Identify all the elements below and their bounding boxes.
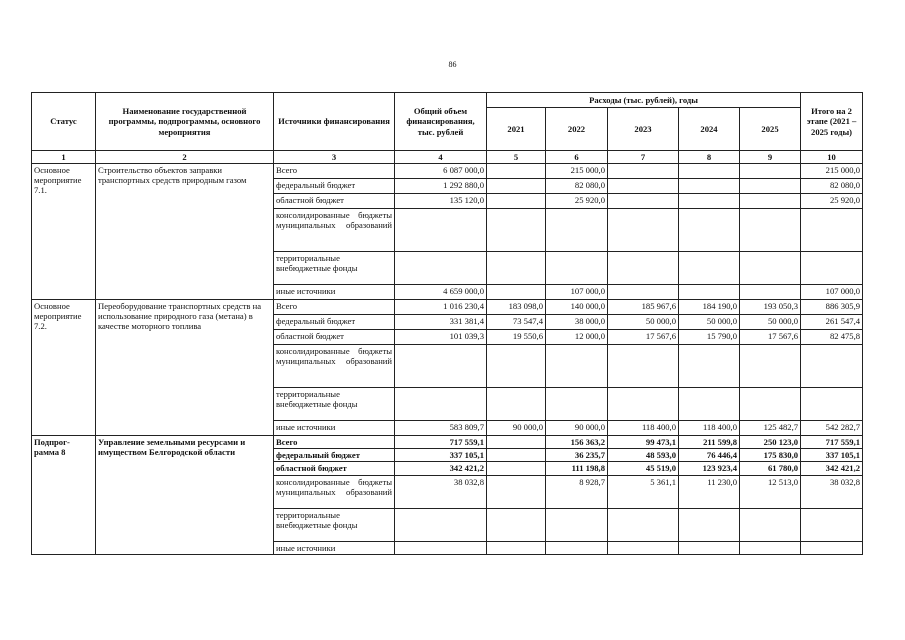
stage-total-value: 717 559,1 <box>801 436 863 449</box>
stage-total-value <box>801 252 863 285</box>
funding-source: консолидированные бюджеты муниципальных образований <box>274 209 395 252</box>
column-number: 2 <box>96 151 274 164</box>
year-value <box>487 194 546 209</box>
header-stage-total: Итого на 2 этапе (2021 – 2025 годы) <box>801 93 863 151</box>
funding-source: иные источники <box>274 541 395 554</box>
funding-source: федеральный бюджет <box>274 449 395 462</box>
stage-total-value: 107 000,0 <box>801 285 863 300</box>
section-name: Управление земельными ресурсами и имуществом Белгородской области <box>96 436 274 555</box>
year-value <box>740 388 801 421</box>
funding-source: иные источники <box>274 285 395 300</box>
total-value: 331 381,4 <box>395 315 487 330</box>
year-value: 61 780,0 <box>740 462 801 475</box>
header-name: Наименование государственной программы, подпрограммы, основного мероприятия <box>96 93 274 151</box>
year-value: 140 000,0 <box>546 300 608 315</box>
year-value <box>608 285 679 300</box>
year-value <box>740 285 801 300</box>
stage-total-value: 38 032,8 <box>801 475 863 508</box>
total-value: 6 087 000,0 <box>395 164 487 179</box>
total-value <box>395 345 487 388</box>
column-number: 9 <box>740 151 801 164</box>
year-value: 211 599,8 <box>679 436 740 449</box>
column-number: 3 <box>274 151 395 164</box>
year-value <box>487 388 546 421</box>
header-year: 2025 <box>740 108 801 151</box>
year-value: 19 550,6 <box>487 330 546 345</box>
year-value: 90 000,0 <box>546 421 608 436</box>
total-value: 135 120,0 <box>395 194 487 209</box>
year-value <box>679 179 740 194</box>
year-value: 45 519,0 <box>608 462 679 475</box>
year-value: 82 080,0 <box>546 179 608 194</box>
funding-source: иные источники <box>274 421 395 436</box>
stage-total-value <box>801 345 863 388</box>
table-row <box>32 164 863 179</box>
year-value <box>608 194 679 209</box>
table-body <box>32 164 863 555</box>
header-source: Источники финансирования <box>274 93 395 151</box>
year-value <box>487 252 546 285</box>
year-value: 123 923,4 <box>679 462 740 475</box>
year-value <box>487 449 546 462</box>
year-value <box>608 345 679 388</box>
year-value <box>679 388 740 421</box>
funding-source: территориальные внебюджетные фонды <box>274 508 395 541</box>
financing-table <box>31 92 863 555</box>
year-value <box>679 164 740 179</box>
year-value <box>546 541 608 554</box>
year-value <box>487 209 546 252</box>
header-year: 2024 <box>679 108 740 151</box>
year-value <box>487 436 546 449</box>
year-value: 38 000,0 <box>546 315 608 330</box>
stage-total-value: 886 305,9 <box>801 300 863 315</box>
funding-source: территориальные внебюджетные фонды <box>274 388 395 421</box>
stage-total-value <box>801 388 863 421</box>
funding-source: Всего <box>274 300 395 315</box>
stage-total-value: 82 080,0 <box>801 179 863 194</box>
year-value: 250 123,0 <box>740 436 801 449</box>
year-value <box>608 388 679 421</box>
total-value: 1 292 880,0 <box>395 179 487 194</box>
year-value <box>740 508 801 541</box>
total-value: 717 559,1 <box>395 436 487 449</box>
year-value: 111 198,8 <box>546 462 608 475</box>
stage-total-value: 542 282,7 <box>801 421 863 436</box>
year-value <box>546 209 608 252</box>
year-value <box>487 462 546 475</box>
funding-source: областной бюджет <box>274 462 395 475</box>
funding-source: областной бюджет <box>274 194 395 209</box>
year-value <box>608 541 679 554</box>
total-value: 342 421,2 <box>395 462 487 475</box>
total-value <box>395 508 487 541</box>
year-value: 99 473,1 <box>608 436 679 449</box>
year-value <box>487 164 546 179</box>
year-value <box>608 209 679 252</box>
year-value <box>740 194 801 209</box>
stage-total-value: 342 421,2 <box>801 462 863 475</box>
total-value: 337 105,1 <box>395 449 487 462</box>
year-value: 36 235,7 <box>546 449 608 462</box>
total-value: 101 039,3 <box>395 330 487 345</box>
total-value: 4 659 000,0 <box>395 285 487 300</box>
year-value: 118 400,0 <box>679 421 740 436</box>
year-value: 73 547,4 <box>487 315 546 330</box>
year-value: 175 830,0 <box>740 449 801 462</box>
page-number: 86 <box>448 60 457 69</box>
year-value: 193 050,3 <box>740 300 801 315</box>
year-value <box>487 541 546 554</box>
year-value: 183 098,0 <box>487 300 546 315</box>
total-value <box>395 252 487 285</box>
column-number: 4 <box>395 151 487 164</box>
year-value <box>679 252 740 285</box>
year-value <box>679 541 740 554</box>
year-value <box>608 164 679 179</box>
section-status: Основное мероприятие 7.1. <box>32 164 96 300</box>
stage-total-value <box>801 209 863 252</box>
total-value: 1 016 230,4 <box>395 300 487 315</box>
year-value <box>487 285 546 300</box>
year-value <box>608 179 679 194</box>
year-value <box>546 508 608 541</box>
year-value: 17 567,6 <box>608 330 679 345</box>
funding-source: федеральный бюджет <box>274 315 395 330</box>
stage-total-value: 261 547,4 <box>801 315 863 330</box>
year-value: 15 790,0 <box>679 330 740 345</box>
year-value: 25 920,0 <box>546 194 608 209</box>
year-value: 118 400,0 <box>608 421 679 436</box>
year-value <box>740 209 801 252</box>
year-value: 50 000,0 <box>740 315 801 330</box>
funding-source: областной бюджет <box>274 330 395 345</box>
year-value <box>740 345 801 388</box>
table-row <box>32 300 863 315</box>
total-value <box>395 388 487 421</box>
year-value <box>546 388 608 421</box>
year-value: 76 446,4 <box>679 449 740 462</box>
column-number: 6 <box>546 151 608 164</box>
section-status: Основное мероприятие 7.2. <box>32 300 96 436</box>
section-name: Строительство объектов заправки транспортных средств природным газом <box>96 164 274 300</box>
year-value: 90 000,0 <box>487 421 546 436</box>
year-value: 50 000,0 <box>608 315 679 330</box>
year-value: 156 363,2 <box>546 436 608 449</box>
year-value <box>608 508 679 541</box>
funding-source: Всего <box>274 164 395 179</box>
year-value: 184 190,0 <box>679 300 740 315</box>
stage-total-value <box>801 508 863 541</box>
stage-total-value: 82 475,8 <box>801 330 863 345</box>
year-value: 8 928,7 <box>546 475 608 508</box>
header-total: Общий объем финансирования, тыс. рублей <box>395 93 487 151</box>
year-value: 215 000,0 <box>546 164 608 179</box>
total-value: 38 032,8 <box>395 475 487 508</box>
year-value <box>679 285 740 300</box>
column-number: 5 <box>487 151 546 164</box>
total-value <box>395 541 487 554</box>
year-value: 48 593,0 <box>608 449 679 462</box>
header-year: 2023 <box>608 108 679 151</box>
total-value: 583 809,7 <box>395 421 487 436</box>
column-number: 8 <box>679 151 740 164</box>
header-expenses: Расходы (тыс. рублей), годы <box>487 93 801 108</box>
year-value <box>608 252 679 285</box>
section-name: Переоборудование транспортных средств на использование природного газа (метана) в качестве моторного топлива <box>96 300 274 436</box>
year-value <box>487 179 546 194</box>
year-value <box>740 252 801 285</box>
header-status: Статус <box>32 93 96 151</box>
year-value: 12 000,0 <box>546 330 608 345</box>
year-value <box>546 345 608 388</box>
header-year: 2021 <box>487 108 546 151</box>
year-value <box>679 209 740 252</box>
column-number: 10 <box>801 151 863 164</box>
year-value <box>487 345 546 388</box>
header-year: 2022 <box>546 108 608 151</box>
year-value <box>487 508 546 541</box>
funding-source: консолидированные бюджеты муниципальных образований <box>274 475 395 508</box>
year-value <box>740 541 801 554</box>
column-number: 7 <box>608 151 679 164</box>
year-value: 125 482,7 <box>740 421 801 436</box>
stage-total-value: 215 000,0 <box>801 164 863 179</box>
year-value: 185 967,6 <box>608 300 679 315</box>
section-status: Подпрог-рамма 8 <box>32 436 96 555</box>
year-value <box>679 508 740 541</box>
year-value: 17 567,6 <box>740 330 801 345</box>
year-value: 5 361,1 <box>608 475 679 508</box>
stage-total-value <box>801 541 863 554</box>
year-value: 50 000,0 <box>679 315 740 330</box>
year-value <box>679 345 740 388</box>
year-value: 12 513,0 <box>740 475 801 508</box>
table-row <box>32 436 863 449</box>
funding-source: федеральный бюджет <box>274 179 395 194</box>
funding-source: консолидированные бюджеты муниципальных образований <box>274 345 395 388</box>
stage-total-value: 25 920,0 <box>801 194 863 209</box>
stage-total-value: 337 105,1 <box>801 449 863 462</box>
year-value <box>679 194 740 209</box>
year-value <box>740 179 801 194</box>
funding-source: территориальные внебюджетные фонды <box>274 252 395 285</box>
column-number: 1 <box>32 151 96 164</box>
year-value: 107 000,0 <box>546 285 608 300</box>
year-value: 11 230,0 <box>679 475 740 508</box>
funding-source: Всего <box>274 436 395 449</box>
year-value <box>546 252 608 285</box>
year-value <box>487 475 546 508</box>
year-value <box>740 164 801 179</box>
total-value <box>395 209 487 252</box>
